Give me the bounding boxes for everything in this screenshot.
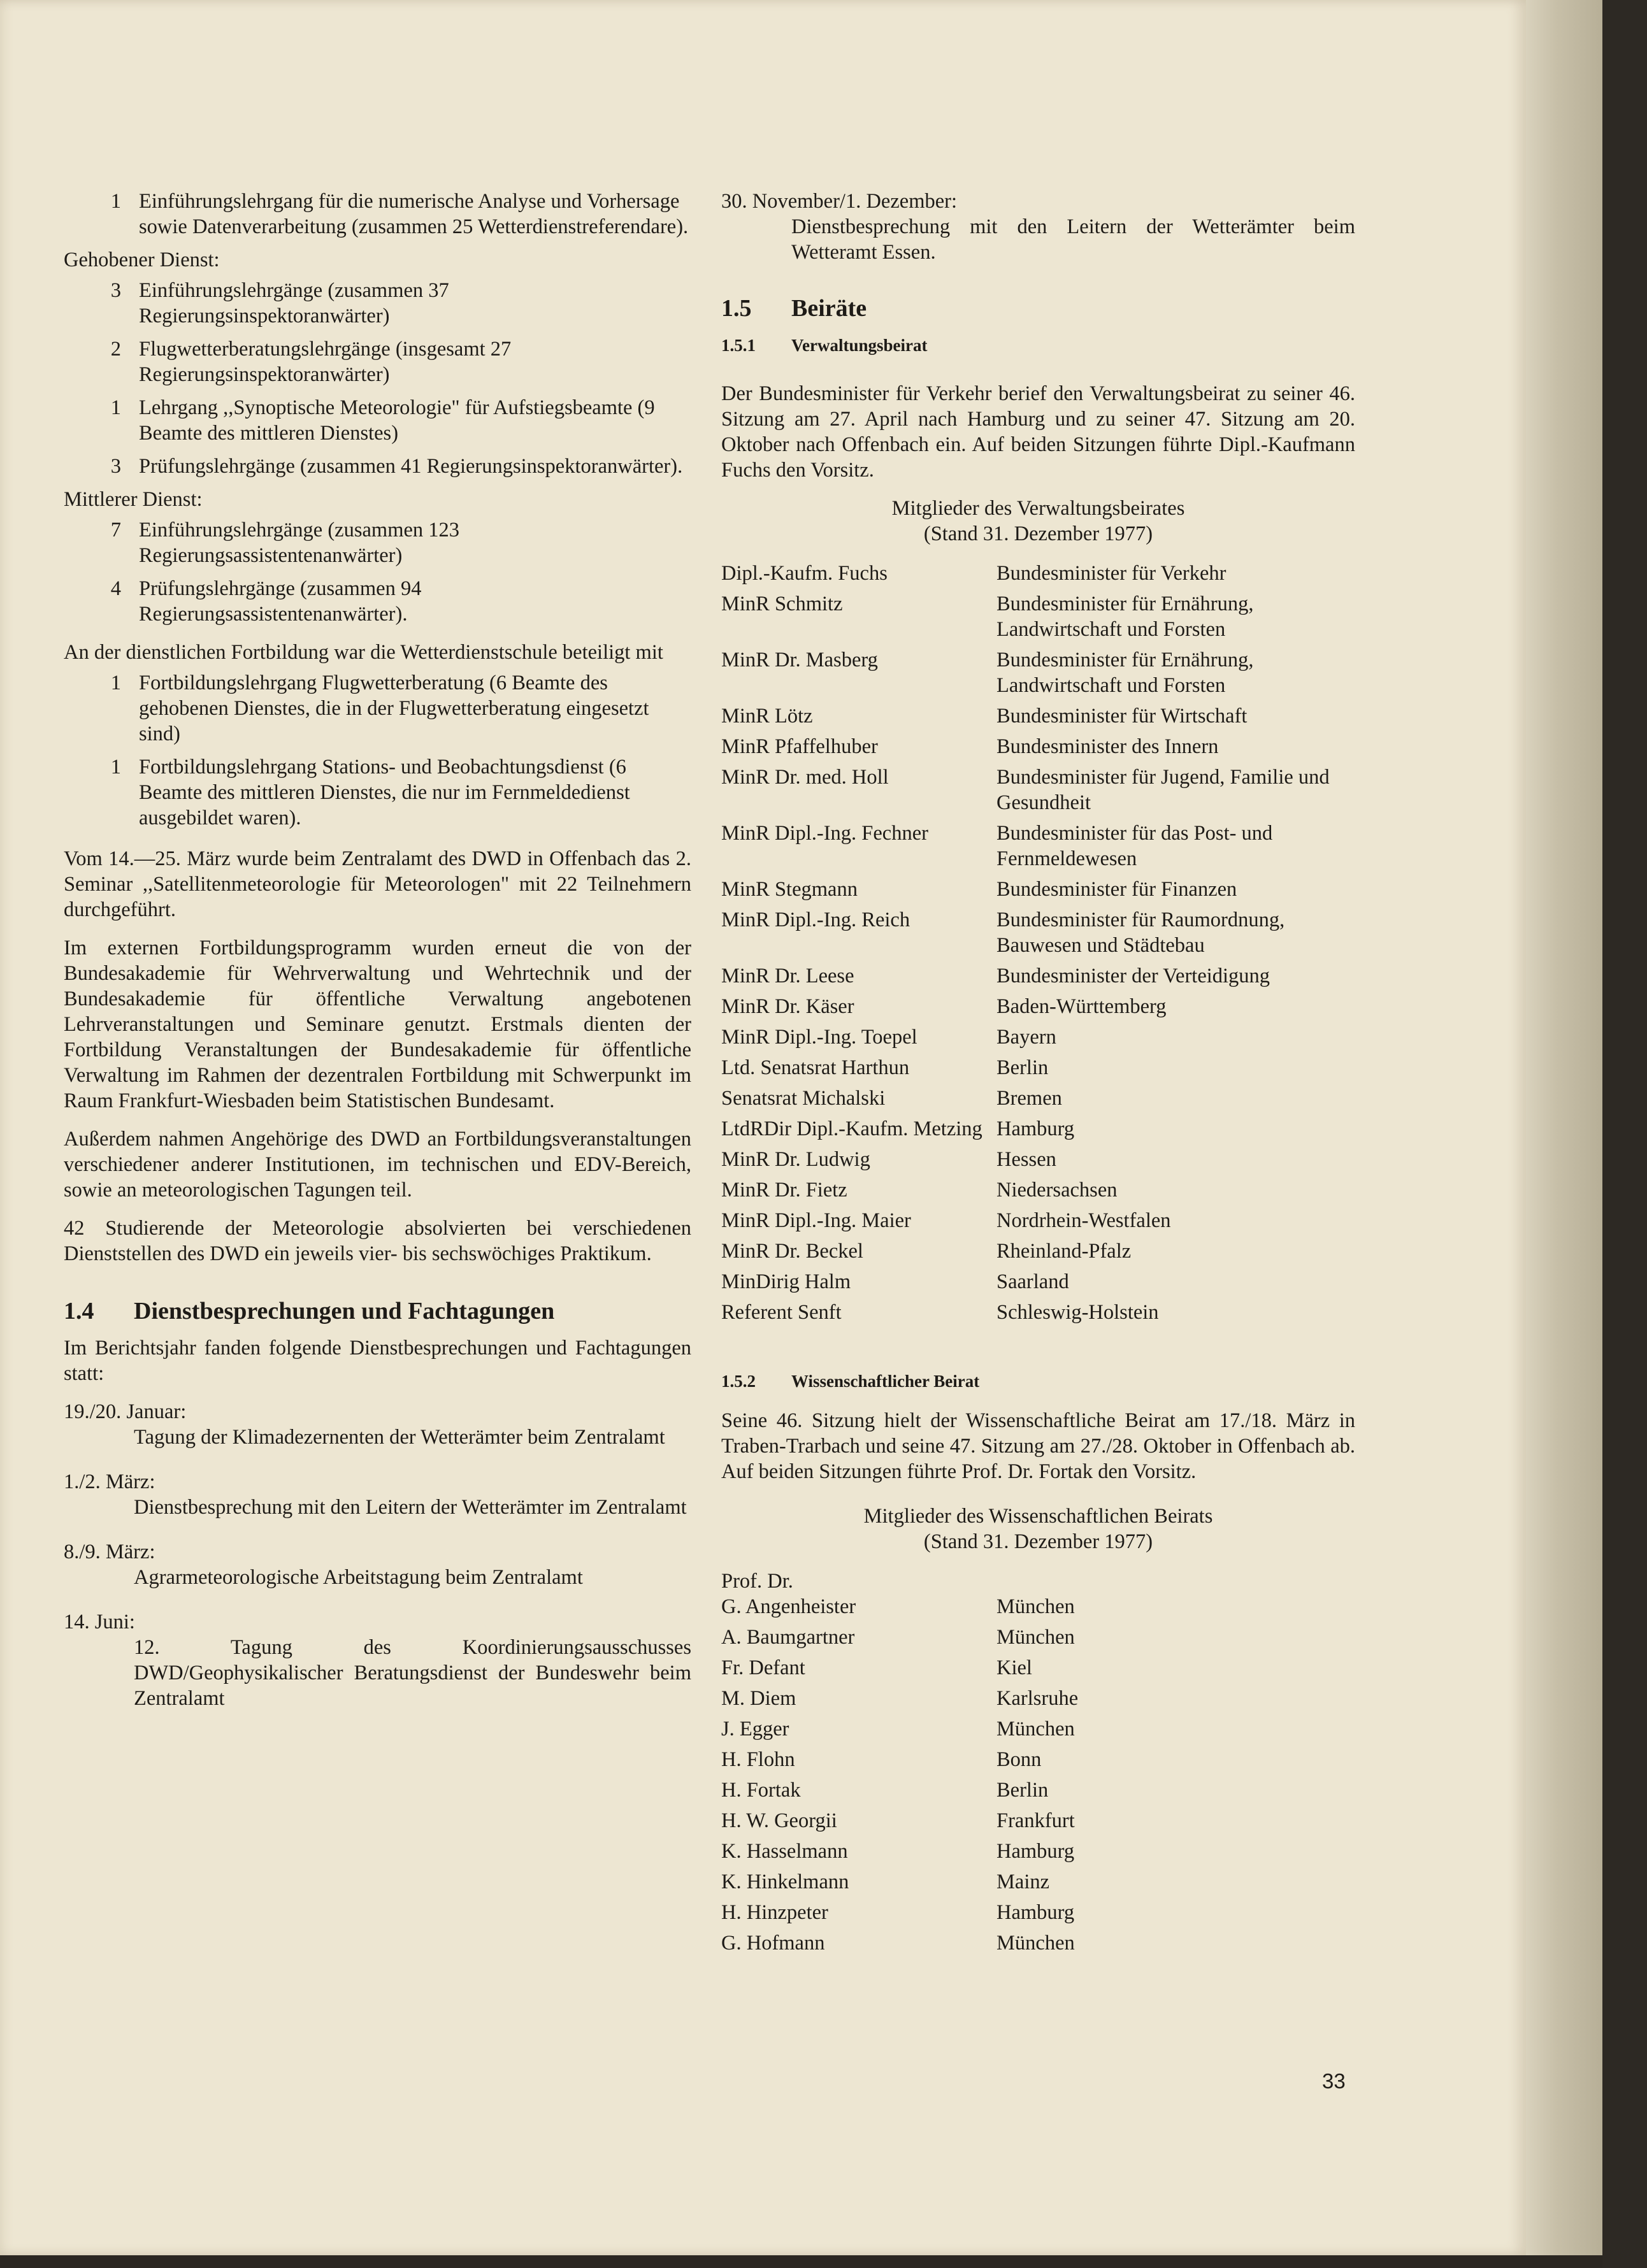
list-item: 7 Einführungslehrgänge (zusammen 123 Regierungsassistentenanwärter) (110, 519, 460, 567)
table-row: MinR Dr. Ludwig Hessen (721, 1148, 1056, 1171)
fortbildung-list (64, 670, 691, 831)
subsection-heading: 1.5.2 Wissenschaftlicher Beirat (721, 1372, 980, 1391)
table-row: H. Hinzpeter Hamburg (721, 1901, 1075, 1924)
gehoben-label: Gehobener Dienst: (64, 248, 220, 271)
table-row: MinR Lötz Bundesminister für Wirtschaft (721, 705, 1248, 728)
event-item: 1./2. März: Dienstbesprechung mit den Leitern der Wetterämter im Zentralamt (64, 1470, 687, 1519)
paragraph-students: 42 Studierende der Meteorologie absolvierten bei verschiedenen Dienststellen des DWD ein jeweils vier- bis sechswöchiges Praktikum. (64, 1217, 691, 1265)
table-row: MinR Schmitz Bundesminister für Ernährung, Landwirtschaft und Forsten (721, 592, 1254, 641)
table-row: A. Baumgartner München (721, 1626, 1075, 1649)
scan-border (1602, 0, 1647, 2268)
subsection-text: Seine 46. Sitzung hielt der Wissenschaftliche Beirat am 17./18. März in Traben-Trarbach und seine 47. Sitzung am 27./28. Oktober in Offenbach ab. Auf beiden Sitzungen führte Prof. Dr. Fortak den Vorsitz. (721, 1409, 1355, 1483)
list-item: 4 Prüfungslehrgänge (zusammen 94 Regierungsassistentenanwärter). (110, 577, 422, 626)
paragraph-external: Im externen Fortbildungsprogramm wurden erneut die von der Bundesakademie für Wehrverwaltung und Wehrtechnik und der Bundesakademie für öffentliche Verwaltung angebotenen Lehrveranstaltungen und Seminare genutzt. Erstmals dienten der Fortbildung Veranstaltungen der Bundesakademie für öffentliche Verwaltung im Rahmen der dezentralen Fortbildung mit Schwerpunkt im Raum Frankfurt-Wiesbaden beim Statistischen Bundesamt. (64, 937, 691, 1112)
fortbildung-intro: An der dienstlichen Fortbildung war die Wetterdienstschule beteiligt mit (64, 641, 663, 664)
table-row: MinR Dr. Beckel Rheinland-Pfalz (721, 1240, 1132, 1263)
table-row: K. Hasselmann Hamburg (721, 1840, 1075, 1863)
subsection-text: Der Bundesminister für Verkehr berief den Verwaltungsbeirat zu seiner 46. Sitzung am 27. April nach Hamburg und zu seiner 47. Sitzung am 20. Oktober nach Offenbach ein. Auf beiden Sitzungen führte Dipl.-Kaufmann Fuchs den Vorsitz. (721, 382, 1355, 482)
table-row: G. Angenheister München (721, 1595, 1075, 1618)
subsection-heading: 1.5.1 Verwaltungsbeirat (721, 336, 928, 355)
section-heading: 1.5 Beiräte (721, 295, 867, 322)
list-item: 2 Flugwetterberatungslehrgänge (insgesamt 27 Regierungsinspektoranwärter) (110, 338, 512, 386)
verwaltungsbeirat-table (721, 561, 1355, 1330)
mittel-list (64, 517, 691, 627)
table-row: MinR Dr. Fietz Niedersachsen (721, 1179, 1118, 1202)
right-column (721, 189, 1355, 1961)
page-number: 33 (1322, 2069, 1346, 2093)
table-row: Dipl.-Kaufm. Fuchs Bundesminister für Verkehr (721, 562, 1226, 585)
table-row: H. W. Georgii Frankfurt (721, 1809, 1075, 1832)
left-column (64, 189, 691, 1730)
table-row: MinR Dr. Masberg Bundesminister für Ernährung, Landwirtschaft und Forsten (721, 649, 1254, 697)
table-row: G. Hofmann München (721, 1932, 1075, 1955)
list-item: 3 Prüfungslehrgänge (zusammen 41 Regierungsinspektoranwärter). (110, 455, 683, 478)
events-list (64, 1399, 691, 1711)
gehoben-list (64, 278, 691, 479)
list-item: 3 Einführungslehrgänge (zusammen 37 Regierungsinspektoranwärter) (110, 279, 449, 327)
event-item: 8./9. März: Agrarmeteorologische Arbeitstagung beim Zentralamt (64, 1540, 583, 1589)
list-item: 1 Lehrgang ,,Synoptische Meteorologie" für Aufstiegsbeamte (9 Beamte des mittleren Dienstes) (110, 396, 655, 445)
table-row: MinR Dr. med. Holl Bundesminister für Jugend, Familie und Gesundheit (721, 766, 1330, 814)
table-row: Ltd. Senatsrat Harthun Berlin (721, 1056, 1049, 1079)
table-row: LtdRDir Dipl.-Kaufm. Metzing Hamburg (721, 1117, 1075, 1140)
table-row: H. Fortak Berlin (721, 1779, 1049, 1802)
table-row: MinR Dr. Käser Baden-Württemberg (721, 995, 1167, 1018)
event-item: 14. Juni: 12. Tagung des Koordinierungsausschusses DWD/Geophysikalischer Beratungsdienst der Bundeswehr beim Zentralamt (64, 1611, 691, 1710)
table-row: Senatsrat Michalski Bremen (721, 1087, 1062, 1110)
table-row: MinR Pfaffelhuber Bundesminister des Innern (721, 735, 1219, 758)
table-row: J. Egger München (721, 1718, 1075, 1740)
table-row: MinR Dipl.-Ing. Toepel Bayern (721, 1026, 1056, 1049)
table-row: MinR Dr. Leese Bundesminister der Verteidigung (721, 965, 1270, 987)
mittel-label: Mittlerer Dienst: (64, 488, 203, 511)
list-item: 1 Fortbildungslehrgang Stations- und Beobachtungsdienst (6 Beamte des mittleren Dienstes, die nur im Fernmeldedienst ausgebildet waren). (110, 756, 630, 829)
table-row: MinR Stegmann Bundesminister für Finanzen (721, 878, 1237, 901)
list-item: 1 Fortbildungslehrgang Flugwetterberatung (6 Beamte des gehobenen Dienstes, die in der Flugwetterberatung eingesetzt sind) (110, 671, 649, 745)
table-row: MinR Dipl.-Ing. Reich Bundesminister für Raumordnung, Bauwesen und Städtebau (721, 908, 1285, 957)
table-caption: Mitglieder des Wissenschaftlichen Beirats (Stand 31. Dezember 1977) (863, 1505, 1213, 1553)
table-prefix: Prof. Dr. (721, 1570, 793, 1593)
table-caption: Mitglieder des Verwaltungsbeirates (Stand 31. Dezember 1977) (891, 497, 1185, 545)
section-intro: Im Berichtsjahr fanden folgende Dienstbesprechungen und Fachtagungen statt: (64, 1337, 691, 1385)
wissenschaftlicher-beirat-table (721, 1594, 1355, 1961)
table-row: H. Flohn Bonn (721, 1748, 1042, 1771)
table-row: Fr. Defant Kiel (721, 1656, 1032, 1679)
training-item: 1 Einführungslehrgang für die numerische Analyse und Vorhersage sowie Datenverarbeitung (zusammen 25 Wetterdienstreferendare). (110, 190, 689, 238)
page-edge (1526, 0, 1602, 2255)
table-row: Referent Senft Schleswig-Holstein (721, 1301, 1159, 1324)
event-item: 30. November/1. Dezember: Dienstbesprechung mit den Leitern der Wetterämter beim Wetteramt Essen. (721, 190, 1355, 264)
table-row: K. Hinkelmann Mainz (721, 1870, 1050, 1893)
table-row: MinR Dipl.-Ing. Maier Nordrhein-Westfalen (721, 1209, 1171, 1232)
section-heading: 1.4 Dienstbesprechungen und Fachtagungen (64, 1298, 555, 1324)
table-row: MinDirig Halm Saarland (721, 1270, 1069, 1293)
table-row: MinR Dipl.-Ing. Fechner Bundesminister für das Post- und Fernmeldewesen (721, 822, 1273, 870)
scan-border-bottom (0, 2255, 1602, 2268)
table-row: M. Diem Karlsruhe (721, 1687, 1079, 1710)
paragraph-other: Außerdem nahmen Angehörige des DWD an Fortbildungsveranstaltungen verschiedener anderer Institutionen, im technischen und EDV-Bereich, sowie an meteorologischen Tagungen teil. (64, 1128, 691, 1202)
paragraph-seminar: Vom 14.—25. März wurde beim Zentralamt des DWD in Offenbach das 2. Seminar ,,Satellitenmeteorologie für Meteorologen" mit 22 Teilnehmern durchgeführt. (64, 847, 691, 921)
event-item: 19./20. Januar: Tagung der Klimadezernenten der Wetterämter beim Zentralamt (64, 1400, 665, 1449)
